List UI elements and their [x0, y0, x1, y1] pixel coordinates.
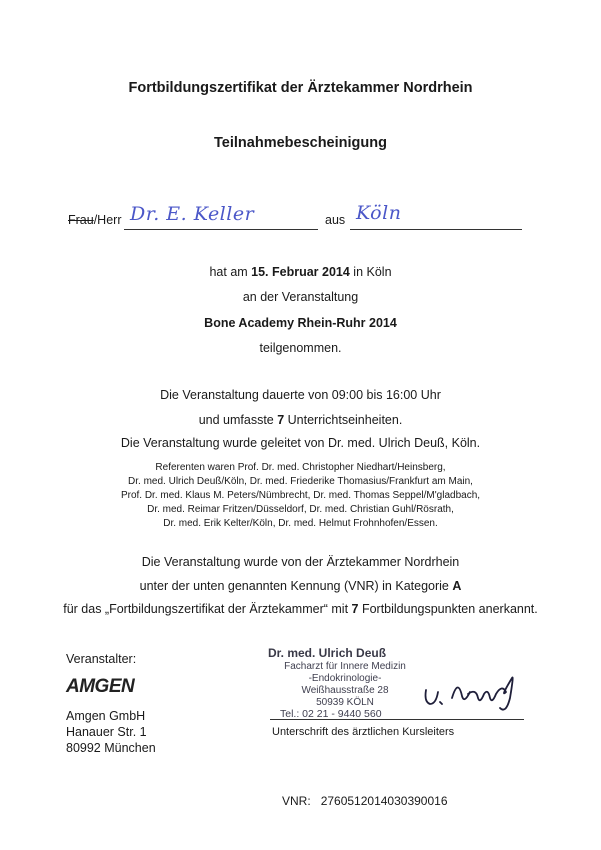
amgen-logo: AMGEN: [66, 676, 135, 697]
speaker-line: Dr. med. Reimar Fritzen/Düsseldorf, Dr. med. Christian Guhl/Rösrath,: [147, 504, 454, 515]
speaker-line: Dr. med. Ulrich Deuß/Köln, Dr. med. Friederike Thomasius/Frankfurt am Main,: [128, 476, 473, 487]
organizer-city: 80992 München: [66, 741, 156, 755]
event-leader: Die Veranstaltung wurde geleitet von Dr. med. Ulrich Deuß, Köln.: [120, 436, 481, 450]
event-units: und umfasste 7 Unterrichtseinheiten.: [198, 413, 403, 427]
category-value: A: [452, 579, 462, 593]
recognition-line-1: Die Veranstaltung wurde von der Ärztekammer Nordrhein: [141, 555, 460, 569]
participant-name-handwritten: Dr. E. Keller: [130, 203, 255, 225]
salutation-struck: Frau: [68, 213, 94, 227]
points-value: 7: [351, 602, 359, 616]
organizer-street: Hanauer Str. 1: [66, 725, 147, 739]
name-underline: [124, 229, 318, 230]
event-date: 15. Februar 2014: [251, 265, 350, 279]
vnr-value: 2760512014030390016: [320, 794, 448, 808]
salutation: [68, 213, 121, 227]
stamp-phone: Tel.: 02 21 - 9440 560: [280, 708, 382, 720]
signature-caption: Unterschrift des ärztlichen Kursleiters: [272, 726, 455, 738]
certificate-subtitle: Teilnahmebescheinigung: [214, 135, 387, 151]
speaker-line: Prof. Dr. med. Klaus M. Peters/Nümbrecht, Dr. med. Thomas Seppel/M'gladbach,: [120, 490, 481, 501]
event-duration: Die Veranstaltung dauerte von 09:00 bis 16:00 Uhr: [160, 388, 441, 402]
stamp-name: Dr. med. Ulrich Deuß: [268, 646, 387, 660]
vnr-line: [282, 794, 448, 808]
vnr-label: VNR:: [282, 794, 311, 808]
salutation-herr: /Herr: [93, 213, 122, 227]
event-date-line: hat am 15. Februar 2014 in Köln: [209, 265, 392, 279]
speakers-list: [0, 461, 601, 531]
event-name: Bone Academy Rhein-Ruhr 2014: [204, 316, 397, 330]
event-intro: an der Veranstaltung: [242, 290, 359, 304]
speaker-line: Dr. med. Erik Kelter/Köln, Dr. med. Helmut Frohnhofen/Essen.: [163, 518, 438, 529]
stamp-block: Facharzt für Innere Medizin -Endokrinologie- Weißhausstraße 28 50939 KÖLN: [284, 661, 406, 708]
certificate-title: Fortbildungszertifikat der Ärztekammer Nordrhein: [128, 80, 473, 96]
organizer-label: Veranstalter:: [66, 652, 137, 666]
event-attended: teilgenommen.: [259, 341, 342, 355]
recognition-line-3: für das „Fortbildungszertifikat der Ärztekammer“ mit 7 Fortbildungspunkten anerkannt.: [63, 602, 538, 616]
units-value: 7: [277, 413, 285, 427]
speaker-line: Referenten waren Prof. Dr. med. Christopher Niedhart/Heinsberg,: [155, 462, 446, 473]
signature: [418, 668, 528, 718]
aus-label: aus: [325, 213, 346, 227]
city-underline: [350, 229, 522, 230]
organizer-address: [66, 708, 156, 756]
organizer-company: Amgen GmbH: [66, 709, 146, 723]
signature-line: [270, 719, 524, 720]
city-handwritten: Köln: [356, 202, 402, 224]
recognition-line-2: unter der unten genannten Kennung (VNR) in Kategorie A: [139, 579, 462, 593]
